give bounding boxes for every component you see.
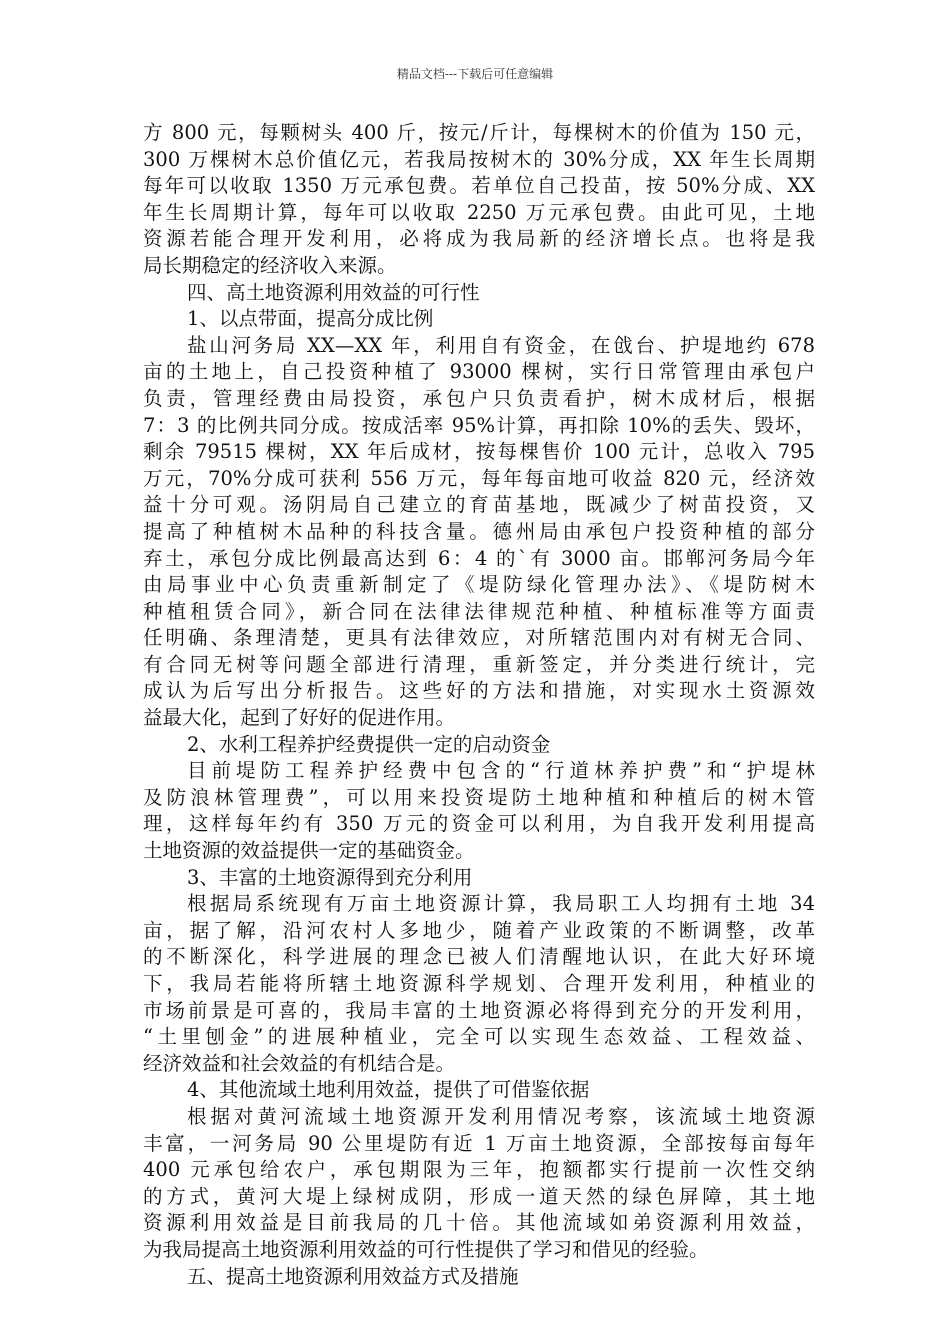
text-line: 300 万棵树木总价值亿元，若我局按树木的 30%分成，XX 年生长周期	[143, 147, 815, 171]
subsection-heading: 4、其他流域土地利用效益，提供了可借鉴依据	[187, 1078, 590, 1102]
text-line: 益最大化，起到了好好的促进作用。	[143, 706, 456, 730]
text-line: 亩的土地上，自己投资种植了 93000 棵树，实行日常管理由承包户	[143, 360, 815, 384]
text-line: 为我局提高土地资源利用效益的可行性提供了学习和借见的经验。	[143, 1237, 709, 1261]
text-line: 市场前景是可喜的，我局丰富的土地资源必将得到充分的开发利用，	[143, 998, 815, 1022]
text-line: 根据局系统现有万亩土地资源计算，我局职工人均拥有土地 34	[187, 892, 815, 916]
subsection-heading: 2、水利工程养护经费提供一定的启动资金	[187, 732, 551, 756]
subsection-heading: 1、以点带面，提高分成比例	[187, 307, 434, 331]
document-body	[143, 120, 815, 1290]
text-line: 资源若能合理开发利用，必将成为我局新的经济增长点。也将是我	[143, 227, 815, 251]
text-line: 剩余 79515 棵树，XX 年后成材，按每棵售价 100 元计，总收入 795	[143, 440, 815, 464]
text-line: 及防浪林管理费”，可以用来投资堤防土地种植和种植后的树木管	[143, 785, 815, 809]
text-line: 方 800 元，每颗树头 400 斤，按元/斤计，每棵树木的价值为 150 元，	[143, 121, 815, 144]
text-line: 7：3 的比例共同分成。按成活率 95%计算，再扣除 10%的丢失、毁坏，	[143, 413, 815, 437]
text-line: 由局事业中心负责重新制定了《堤防绿化管理办法》、《堤防树木	[143, 573, 815, 597]
text-line: 的方式，黄河大堤上绿树成阴，形成一道天然的绿色屏障，其土地	[143, 1184, 815, 1208]
page-header: 精品文档---下载后可任意编辑	[396, 67, 554, 81]
text-line: 每年可以收取 1350 万元承包费。若单位自己投苗，按 50%分成、XX	[143, 174, 815, 198]
text-line: 的不断深化，科学进展的理念已被人们清醒地认识，在此大好环境	[143, 945, 815, 969]
text-line: 理，这样每年约有 350 万元的资金可以利用，为自我开发利用提高	[143, 812, 815, 836]
text-line: 任明确、条理清楚，更具有法律效应，对所辖范围内对有树无合同、	[143, 626, 815, 650]
text-line: 提高了种植树木品种的科技含量。德州局由承包户投资种植的部分	[143, 519, 815, 543]
text-line: 成认为后写出分析报告。这些好的方法和措施，对实现水土资源效	[143, 679, 815, 703]
text-line: “土里刨金”的进展种植业，完全可以实现生态效益、工程效益、	[143, 1025, 815, 1049]
text-line: 益十分可观。汤阴局自己建立的育苗基地，既减少了树苗投资，又	[143, 493, 815, 517]
section-heading: 五、提高土地资源利用效益方式及措施	[187, 1264, 519, 1288]
text-line: 年生长周期计算，每年可以收取 2250 万元承包费。由此可见，土地	[143, 200, 815, 224]
text-line: 土地资源的效益提供一定的基础资金。	[143, 839, 475, 863]
text-line: 经济效益和社会效益的有机结合是。	[143, 1051, 456, 1075]
text-line: 万元，70%分成可获利 556 万元，每年每亩地可收益 820 元，经济效	[143, 466, 815, 490]
text-line: 资源利用效益是目前我局的几十倍。其他流域如弟资源利用效益，	[143, 1211, 815, 1235]
subsection-heading: 3、丰富的土地资源得到充分利用	[187, 865, 473, 889]
text-line: 有合同无树等问题全部进行清理，重新签定，并分类进行统计，完	[143, 652, 815, 676]
text-line: 根据对黄河流域土地资源开发利用情况考察，该流域土地资源	[187, 1104, 815, 1128]
text-line: 目前堤防工程养护经费中包含的“行道林养护费”和“护堤林	[187, 759, 815, 783]
text-line: 负责，管理经费由局投资，承包户只负责看护，树木成材后，根据	[143, 386, 815, 410]
text-line: 局长期稳定的经济收入来源。	[143, 253, 397, 277]
text-line: 盐山河务局 XX—XX 年，利用自有资金，在戗台、护堤地约 678	[187, 333, 815, 357]
text-line: 400 元承包给农户，承包期限为三年，抱额都实行提前一次性交纳	[143, 1158, 815, 1182]
section-heading: 四、高土地资源利用效益的可行性	[187, 280, 480, 304]
text-line: 丰富，一河务局 90 公里堤防有近 1 万亩土地资源，全部按每亩每年	[143, 1131, 815, 1155]
text-line: 下，我局若能将所辖土地资源科学规划、合理开发利用，种植业的	[143, 972, 815, 995]
text-line: 弃土，承包分成比例最高达到 6：4 的`有 3000 亩。邯郸河务局今年	[143, 546, 815, 570]
text-line: 种植租赁合同》，新合同在法律法律规范种植、种植标准等方面责	[143, 599, 815, 623]
text-line: 亩，据了解，沿河农村人多地少，随着产业政策的不断调整，改革	[143, 918, 815, 942]
